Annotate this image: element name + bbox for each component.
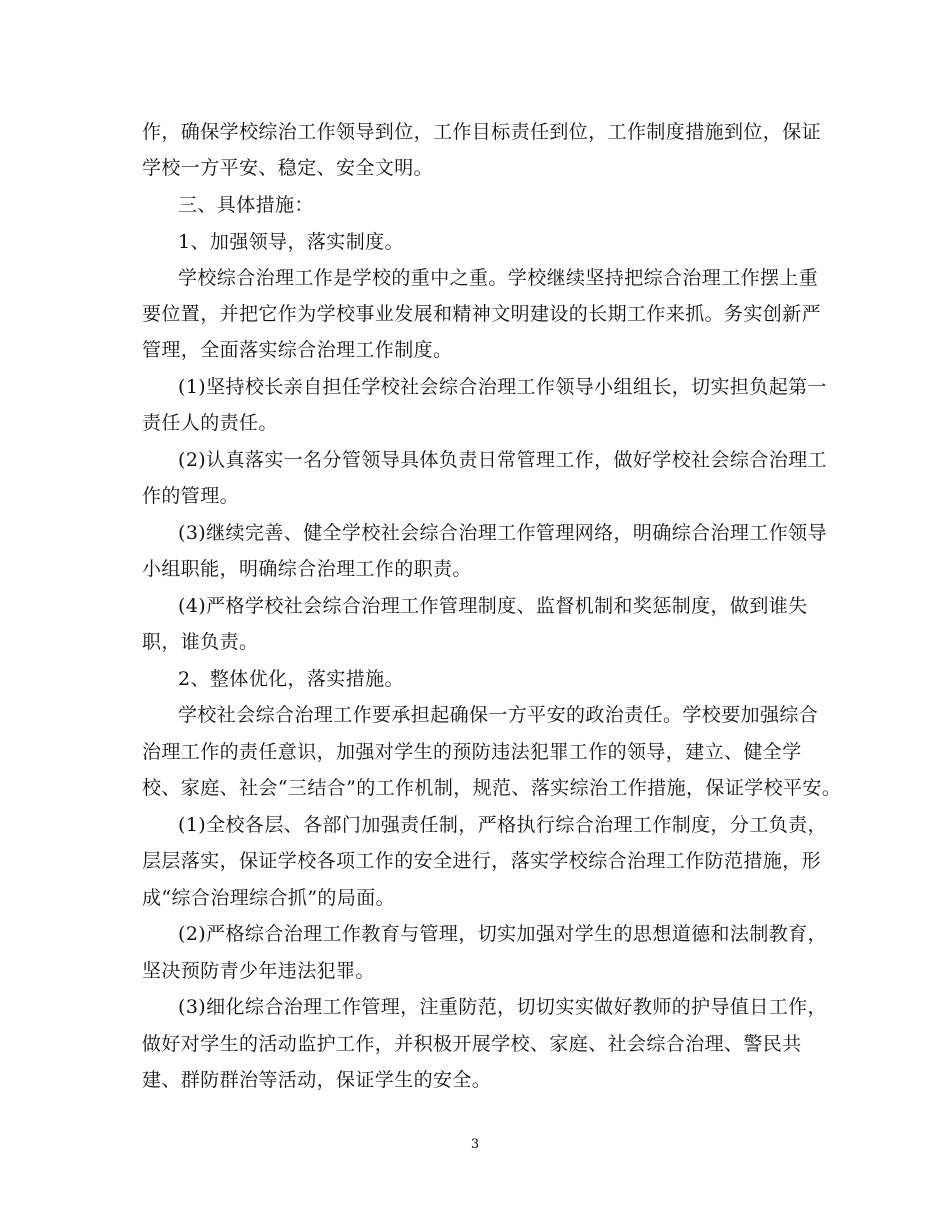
list-item-line: (3)继续完善、健全学校社会综合治理工作管理网络，明确综合治理工作领导 xyxy=(178,522,827,544)
section-heading: 三、具体措施： xyxy=(178,194,314,216)
list-item-line: (2)认真落实一名分管领导具体负责日常管理工作，做好学校社会综合治理工 xyxy=(178,449,827,471)
list-item-line: 成“综合治理综合抓”的局面。 xyxy=(142,887,396,909)
body-text-line: 要位置，并把它作为学校事业发展和精神文明建设的长期工作来抓。务实创新严 xyxy=(142,303,822,325)
list-item-line: (2)严格综合治理工作教育与管理，切实加强对学生的思想道德和法制教育， xyxy=(178,923,827,945)
body-text-line: 管理，全面落实综合治理工作制度。 xyxy=(142,339,453,361)
list-item-line: (4)严格学校社会综合治理工作管理制度、监督机制和奖惩制度，做到谁失 xyxy=(178,595,808,617)
list-item-line: 建、群防群治等活动，保证学生的安全。 xyxy=(142,1069,492,1091)
body-text-line: 学校一方平安、稳定、安全文明。 xyxy=(142,157,434,179)
list-item-line: (1)全校各层、各部门加强责任制，严格执行综合治理工作制度，分工负责， xyxy=(178,814,827,836)
body-text-line: 治理工作的责任意识，加强对学生的预防违法犯罪工作的领导，建立、健全学 xyxy=(142,741,802,763)
list-item-line: (1)坚持校长亲自担任学校社会综合治理工作领导小组组长，切实担负起第一 xyxy=(178,376,827,398)
body-text-line: 校、家庭、社会“三结合”的工作机制，规范、落实综治工作措施，保证学校平安。 xyxy=(142,777,842,799)
list-item-line: 做好对学生的活动监护工作，并积极开展学校、家庭、社会综合治理、警民共 xyxy=(142,1033,802,1055)
body-text-line: 学校社会综合治理工作要承担起确保一方平安的政治责任。学校要加强综合 xyxy=(178,704,819,726)
list-item-line: 层层落实，保证学校各项工作的安全进行，落实学校综合治理工作防范措施，形 xyxy=(142,850,822,872)
subsection-heading: 2、整体优化，落实措施。 xyxy=(178,668,404,690)
list-item-line: (3)细化综合治理工作管理，注重防范，切切实实做好教师的护导值日工作， xyxy=(178,996,827,1018)
list-item-line: 小组职能，明确综合治理工作的职责。 xyxy=(142,558,472,580)
page-number: 3 xyxy=(470,1137,480,1152)
subsection-heading: 1、加强领导，落实制度。 xyxy=(178,231,404,253)
body-text-line: 学校综合治理工作是学校的重中之重。学校继续坚持把综合治理工作摆上重 xyxy=(178,267,819,289)
list-item-line: 责任人的责任。 xyxy=(142,412,278,434)
list-item-line: 坚决预防青少年违法犯罪。 xyxy=(142,960,375,982)
list-item-line: 作的管理。 xyxy=(142,485,240,507)
body-text-line: 作，确保学校综治工作领导到位，工作目标责任到位，工作制度措施到位，保证 xyxy=(142,121,822,143)
list-item-line: 职，谁负责。 xyxy=(142,631,259,653)
